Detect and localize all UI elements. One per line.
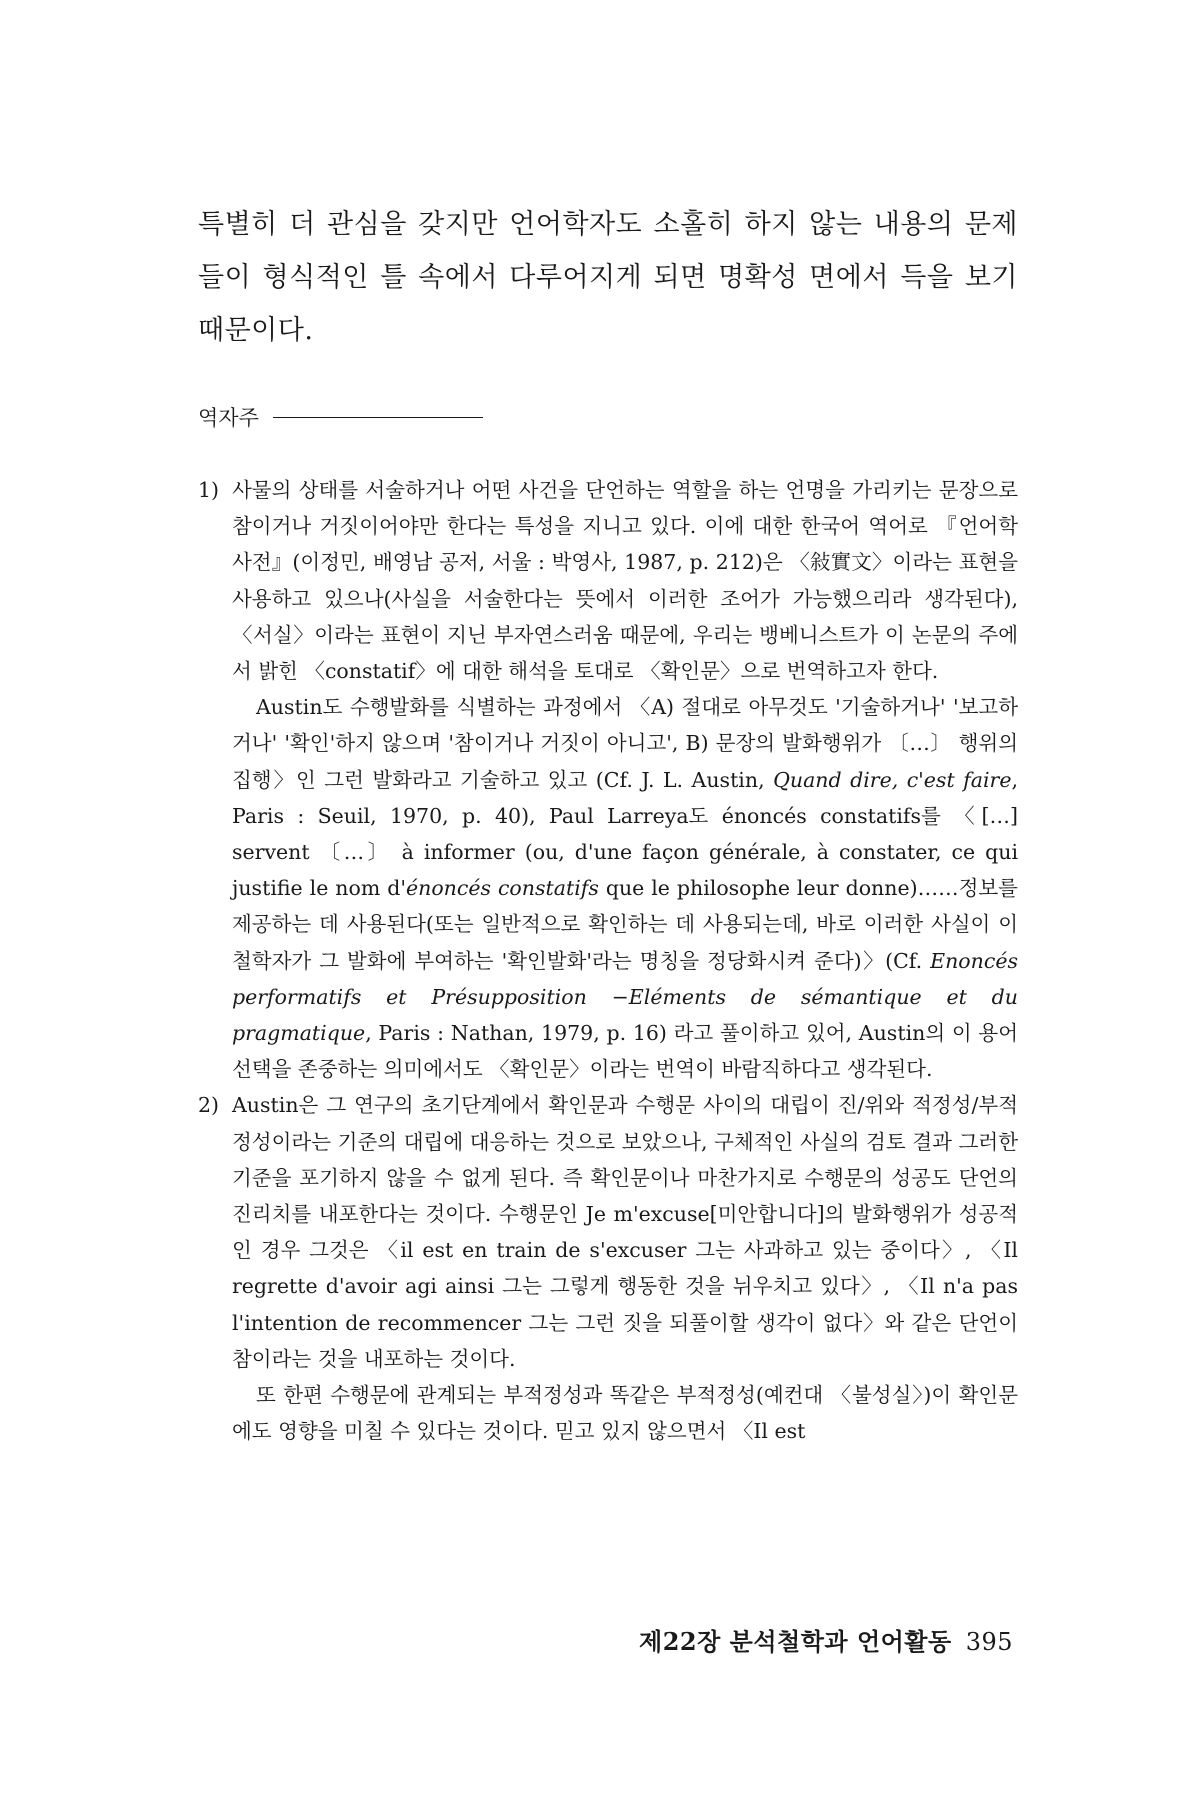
body-paragraph: 특별히 더 관심을 갖지만 언어학자도 소홀히 하지 않는 내용의 문제들이 형식적인 틀 속에서 다루어지게 되면 명확성 면에서 득을 보기 때문이다.: [198, 209, 1018, 346]
note-2-number: 2): [198, 1093, 220, 1118]
note-1-p2-book-title-1: Quand dire, c'est faire: [773, 767, 1012, 792]
page-footer: [639, 1622, 1013, 1657]
note-1-number: 1): [198, 478, 220, 502]
note-1-p2-term: énoncés constatifs: [405, 876, 599, 901]
note-1-body: [232, 472, 1018, 1087]
note-1-paragraph-2: [232, 689, 1018, 1087]
note-1-paragraph-1: 사물의 상태를 서술하거나 어떤 사건을 단언하는 역할을 하는 언명을 가리키는 문장으로 참이거나 거짓이어야만 한다는 특성을 지니고 있다. 이에 대한 한국어 역어로 『언어학 사전』(이정민, 배영남 공저, 서울 : 박영사, 1987, p. 212)은 〈敍實文〉이라는 표현을 사용하고 있으나(사실을 서술한다는 뜻에서 이러한 조어가 가능했으리라 생각된다), 〈서실〉이라는 표현이 지닌 부자연스러움 때문에, 우리는 뱅베니스트가 이 논문의 주에서 밝힌 〈constatif〉에 대한 해석을 토대로 〈확인문〉으로 번역하고자 한다.: [232, 478, 1018, 684]
chapter-title: 제22장 분석철학과 언어활동: [639, 1627, 952, 1656]
page-number: 395: [965, 1628, 1013, 1656]
notes-header-label: 역자주: [198, 406, 259, 430]
notes-header-rule: [273, 417, 483, 418]
note-2-paragraph-2: 또 한편 수행문에 관계되는 부적정성과 똑같은 부적정성(예컨대 〈불성실〉)이 확인문에도 영향을 미칠 수 있다는 것이다. 믿고 있지 않으면서 〈Il est: [232, 1383, 1018, 1444]
translator-notes: [198, 472, 1018, 1449]
note-2-paragraph-1: Austin은 그 연구의 초기단계에서 확인문과 수행문 사이의 대립이 진/위와 적정성/부적정성이라는 기준의 대립에 대응하는 것으로 보았으나, 구체적인 사실의 검토 결과 그러한 기준을 포기하지 않을 수 없게 된다. 즉 확인문이나 마찬가지로 수행문의 성공도 단언의 진리치를 내포한다는 것이다. 수행문인 Je m'excuse[미안합니다]의 발화행위가 성공적인 경우 그것은 〈il est en train de s'excuser 그는 사과하고 있는 중이다〉, 〈Il regrette d'avoir agi ainsi 그는 그렇게 행동한 것을 뉘우치고 있다〉, 〈Il n'a pas l'intention de recommencer 그는 그런 짓을 되풀이할 생각이 없다〉와 같은 단언이 참이라는 것을 내포하는 것이다.: [232, 1093, 1018, 1371]
note-1-p2-text-d: , Paris : Nathan, 1979, p. 16) 라고 풀이하고 있어, Austin의 이 용어 선택을 존중하는 의미에서도 〈확인문〉이라는 번역이 바람직하다고 생각된다.: [232, 1021, 1018, 1082]
note-1-p2-text-c: que le philosophe leur donne)……정보를 제공하는 데 사용된다(또는 일반적으로 확인하는 데 사용되는데, 바로 이러한 사실이 이 철학자가 그 발화에 부여하는 '확인발화'라는 명칭을 정당화시켜 준다)〉(Cf.: [232, 876, 1018, 973]
note-2: [198, 1087, 1018, 1449]
note-1-p2-text-a: Austin도 수행발화를 식별하는 과정에서 〈A) 절대로 아무것도 '기술하거나' '보고하거나' '확인'하지 않으며 '참이거나 거짓이 아니고', B) 문장의 발화행위가 〔…〕 행위의 집행〉인 그런 발화라고 기술하고 있고 (Cf. J. L. Austin,: [232, 695, 1018, 792]
note-1: [198, 472, 1018, 1087]
translator-notes-header: [198, 402, 483, 432]
note-1-p2-text-b: , Paris : Seuil, 1970, p. 40), Paul Larreya도 énoncés constatifs를 〈[…] servent 〔…〕 à informer (ou, d'une façon générale, à constater, ce qui justifie le nom d': [232, 767, 1018, 901]
note-2-body: [232, 1087, 1018, 1449]
note-1-p2-book-title-2: Enoncés performatifs et Présupposition −Eléments de sémantique et du pragmatique: [232, 948, 1018, 1046]
